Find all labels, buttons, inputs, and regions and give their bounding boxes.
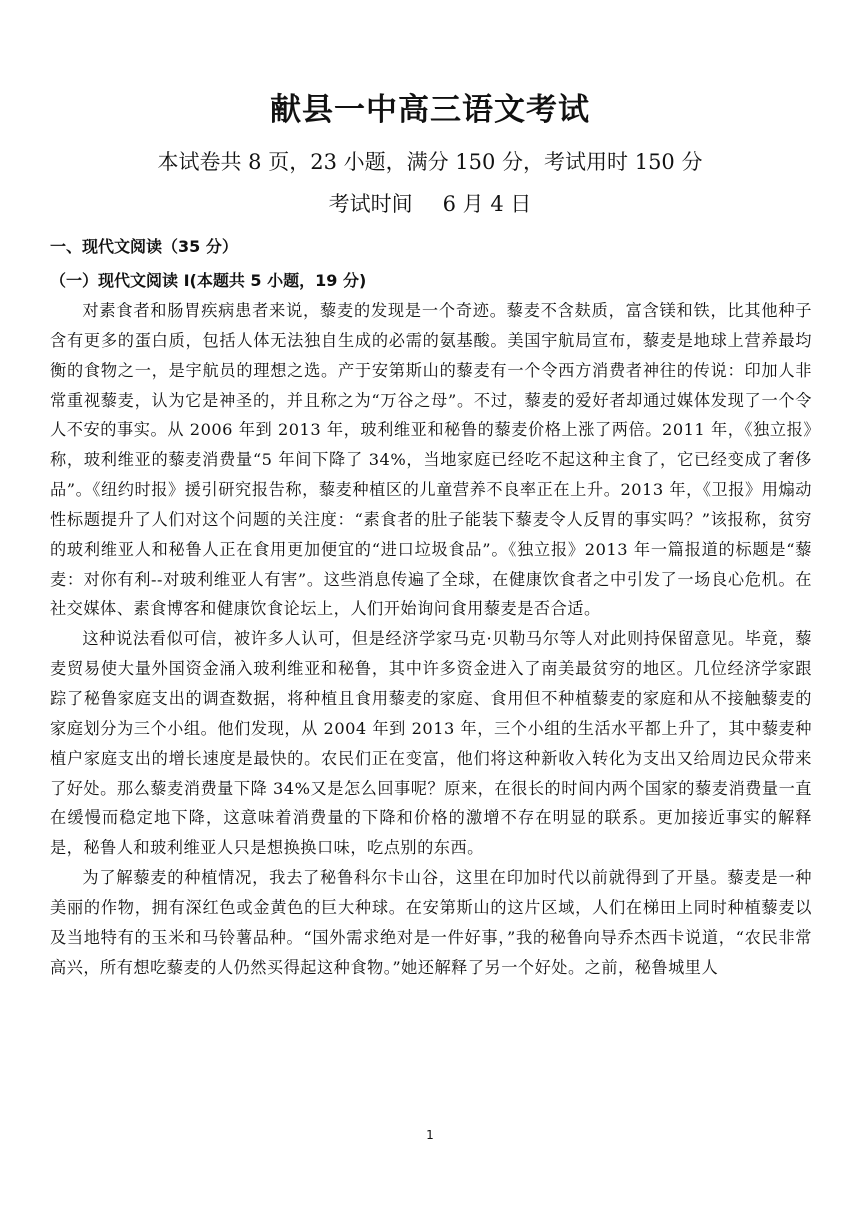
subsection-heading: （一）现代文阅读 I(本题共 5 小题，19 分) — [50, 271, 367, 290]
exam-info: 本试卷共 8 页，23 小题，满分 150 分，考试用时 150 分 — [157, 150, 703, 174]
page-number: 1 — [426, 1128, 434, 1142]
paragraph-1: 对素食者和肠胃疾病患者来说，藜麦的发现是一个奇迹。藜麦不含麸质，富含镁和铁，比其他种子含有更多的蛋白质，包括人体无法独自生成的必需的氨基酸。美国宇航局宣布，藜麦是地球上营养最均衡的食物之一，是宇航员的理想之选。产于安第斯山的藜麦有一个令西方消费者神往的传说：印加人非常重视藜麦，认为它是神圣的，并且称之为“万谷之母”。不过，藜麦的爱好者却通过媒体发现了一个令人不安的事实。从 2006 年到 2013 年，玻利维亚和秘鲁的藜麦价格上涨了两倍。2011 年，《独立报》称，玻利维亚的藜麦消费量“5 年间下降了 34%，当地家庭已经吃不起这种主食了，它已经变成了奢侈品”。《纽约时报》援引研究报告称，藜麦种植区的儿童营养不良率正在上升。2013 年，《卫报》用煽动性标题提升了人们对这个问题的关注度：“素食者的肚子能装下藜麦令人反胃的事实吗？”该报称，贫穷的玻利维亚人和秘鲁人正在食用更加便宜的“进口垃圾食品”。《独立报》2013 年一篇报道的标题是“藜麦：对你有利--对玻利维亚人有害”。这些消息传遍了全球，在健康饮食者之中引发了一场良心危机。在社交媒体、素食博客和健康饮食论坛上，人们开始询问食用藜麦是否合适。 — [50, 301, 812, 619]
paragraph-2: 这种说法看似可信，被许多人认可，但是经济学家马克·贝勒马尔等人对此则持保留意见。毕竟，藜麦贸易使大量外国资金涌入玻利维亚和秘鲁，其中许多资金进入了南美最贫穷的地区。几位经济学家跟踪了秘鲁家庭支出的调查数据，将种植且食用藜麦的家庭、食用但不种植藜麦的家庭和从不接触藜麦的家庭划分为三个小组。他们发现，从 2004 年到 2013 年，三个小组的生活水平都上升了，其中藜麦种植户家庭支出的增长速度是最快的。农民们正在变富，他们将这种新收入转化为支出又给周边民众带来了好处。那么藜麦消费量下降 34%又是怎么回事呢？原来，在很长的时间内两个国家的藜麦消费量一直在缓慢而稳定地下降，这意味着消费量的下降和价格的激增不存在明显的联系。更加接近事实的解释是，秘鲁人和玻利维亚人只是想换换口味，吃点别的东西。 — [50, 629, 812, 858]
paragraph-3: 为了解藜麦的种植情况，我去了秘鲁科尔卡山谷，这里在印加时代以前就得到了开垦。藜麦是一种美丽的作物，拥有深红色或金黄色的巨大种球。在安第斯山的这片区域，人们在梯田上同时种植藜麦以及当地特有的玉米和马铃薯品种。“国外需求绝对是一件好事，”我的秘鲁向导乔杰西卡说道，“农民非常高兴，所有想吃藜麦的人仍然买得起这种食物。”她还解释了另一个好处。之前，秘鲁城里人 — [50, 868, 812, 977]
exam-time — [0, 188, 860, 218]
exam-time-value: 6 月 4 日 — [442, 192, 532, 216]
section-heading: 一、现代文阅读（35 分） — [50, 237, 238, 256]
page-title: 献县一中高三语文考试 — [270, 92, 590, 128]
exam-time-label: 考试时间 — [328, 192, 413, 216]
reading-passage — [50, 296, 812, 982]
